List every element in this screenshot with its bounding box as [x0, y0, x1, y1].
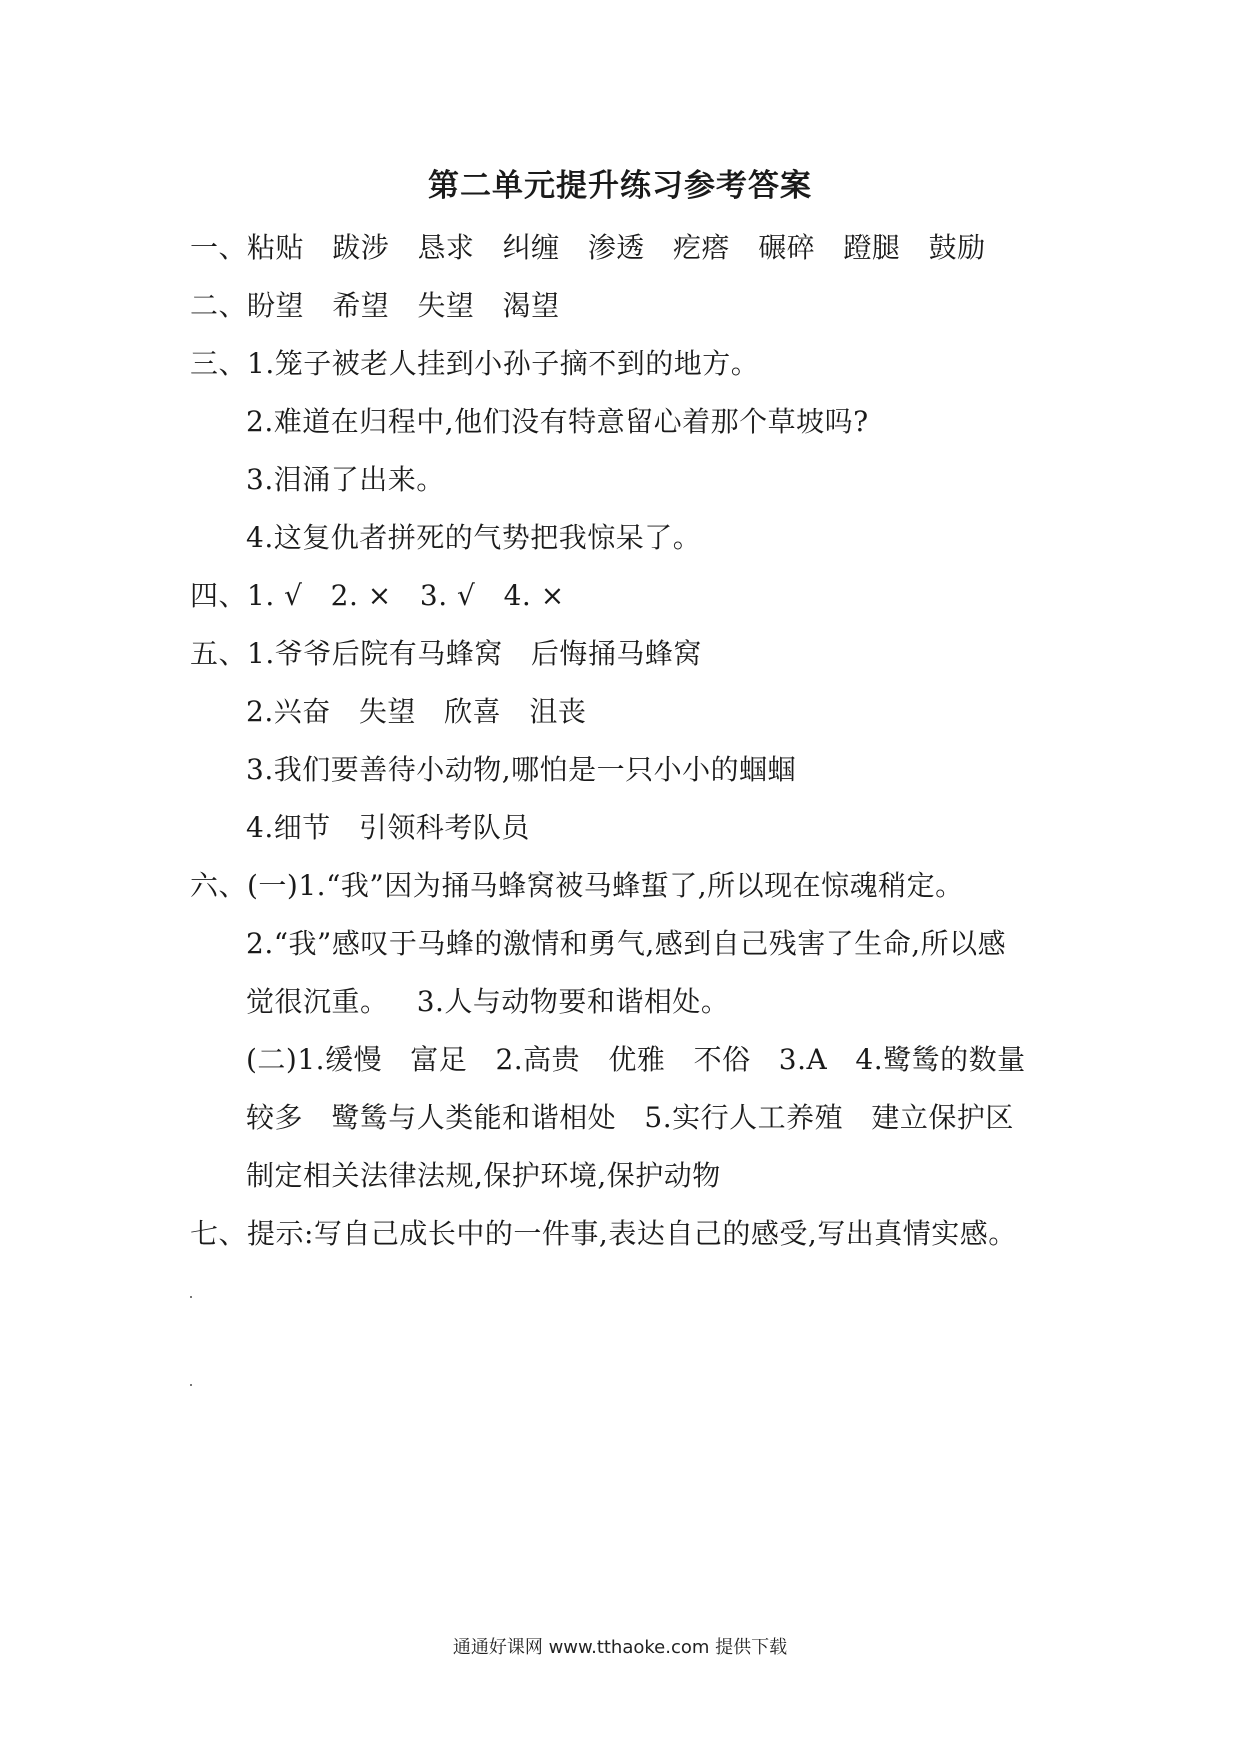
answer-section-5-item-1: 五、1.爷爷后院有马蜂窝 后悔捅马蜂窝 [190, 637, 702, 670]
answer-section-3-item-1: 三、1.笼子被老人挂到小孙子摘不到的地方。 [190, 347, 760, 380]
answer-section-6-part-1-item-2: 2.“我”感叹于马蜂的激情和勇气,感到自己残害了生命,所以感 [246, 927, 1007, 960]
footer-credit: 通通好课网 www.tthaoke.com 提供下载 [452, 1637, 788, 1658]
answer-section-1: 一、粘贴 跋涉 恳求 纠缠 渗透 疙瘩 碾碎 蹬腿 鼓励 [190, 231, 986, 264]
page-title: 第二单元提升练习参考答案 [428, 168, 812, 204]
answer-section-6-part-2-cont-2: 制定相关法律法规,保护环境,保护动物 [246, 1159, 721, 1192]
answer-section-5-item-2: 2.兴奋 失望 欣喜 沮丧 [246, 695, 587, 728]
answer-section-3-item-4: 4.这复仇者拼死的气势把我惊呆了。 [246, 521, 702, 554]
answer-section-5-item-4: 4.细节 引领科考队员 [246, 811, 530, 844]
answer-section-5-item-3: 3.我们要善待小动物,哪怕是一只小小的蝈蝈 [246, 753, 797, 786]
answer-section-6-part-1-item-1: 六、(一)1.“我”因为捅马蜂窝被马蜂蜇了,所以现在惊魂稍定。 [190, 869, 964, 902]
scan-speck [190, 1296, 192, 1298]
answer-section-6-part-2: (二)1.缓慢 富足 2.高贵 优雅 不俗 3.A 4.鹭鸶的数量 [246, 1043, 1026, 1076]
answer-section-4: 四、1. √ 2. × 3. √ 4. × [190, 579, 565, 612]
answer-section-3-item-3: 3.泪涌了出来。 [246, 463, 445, 496]
answer-section-6-part-2-cont-1: 较多 鹭鸶与人类能和谐相处 5.实行人工养殖 建立保护区 [246, 1101, 1014, 1134]
scan-speck [190, 1384, 192, 1386]
answer-section-3-item-2: 2.难道在归程中,他们没有特意留心着那个草坡吗? [246, 405, 869, 438]
answer-section-2: 二、盼望 希望 失望 渴望 [190, 289, 560, 322]
answer-section-6-part-1-item-2-cont: 觉很沉重。 3.人与动物要和谐相处。 [246, 985, 730, 1018]
answer-section-7: 七、提示:写自己成长中的一件事,表达自己的感受,写出真情实感。 [190, 1217, 1017, 1250]
